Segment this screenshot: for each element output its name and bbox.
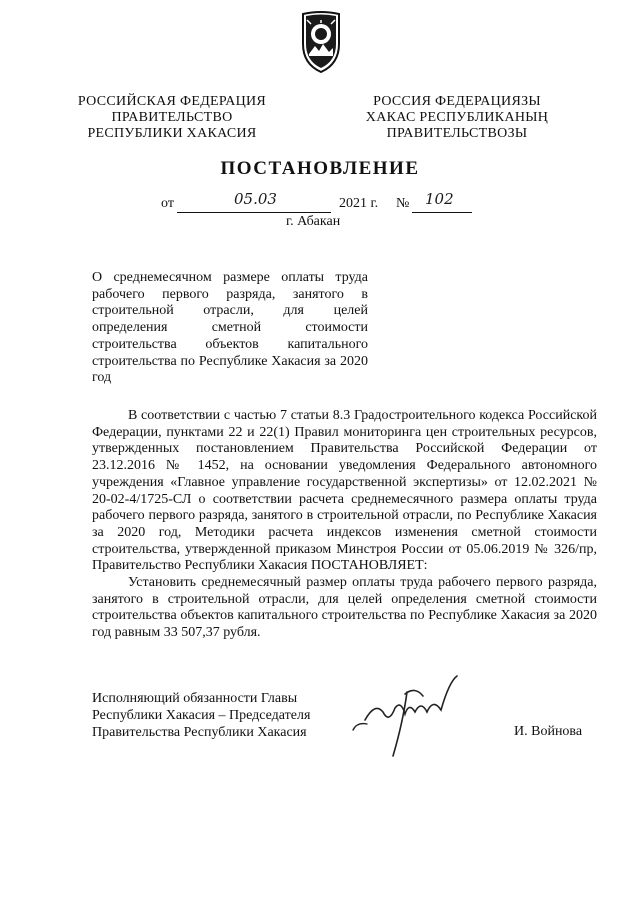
header-left-line-2: ПРАВИТЕЛЬСТВО: [111, 110, 233, 125]
date-from-label: от: [161, 196, 174, 211]
header-right-line-3: ПРАВИТЕЛЬСТВОЗЫ: [386, 126, 528, 141]
signatory-position: [92, 690, 352, 741]
place-label: г. Абакан: [286, 214, 341, 229]
signatory-name: И. Войнова: [514, 724, 583, 739]
handwritten-signature: [345, 672, 475, 760]
header-right-line-1: РОССИЯ ФЕДЕРАЦИЯЗЫ: [373, 94, 541, 109]
document-body: [92, 408, 597, 642]
signatory-position-line-3: Правительства Республики Хакасия: [92, 725, 307, 740]
year-label: 2021 г.: [339, 196, 379, 211]
number-handwritten: 102: [425, 190, 454, 208]
header-right-line-2: ХАКАС РЕСПУБЛИКАНЫҢ: [365, 110, 549, 125]
header-left-line-3: РЕСПУБЛИКИ ХАКАСИЯ: [87, 126, 257, 141]
header-right: [352, 94, 562, 142]
date-handwritten: 05.03: [234, 190, 277, 208]
signatory-position-line-2: Республики Хакасия – Председателя: [92, 708, 311, 723]
number-label: №: [396, 196, 410, 211]
signatory-position-line-1: Исполняющий обязанности Главы: [92, 691, 298, 706]
coat-of-arms-emblem: [297, 8, 345, 76]
number-field: [412, 190, 472, 213]
body-paragraph-resolution: Установить среднемесячный размер оплаты труда рабочего первого разряда, занятого в строительной отрасли, для целей определения сметной стоимости строительства объектов капитального строительства по Республике Хакасия за 2020 год равным 33 507,37 рубля.: [92, 575, 597, 641]
date-field: [177, 190, 331, 213]
header-left-line-1: РОССИЙСКАЯ ФЕДЕРАЦИЯ: [77, 94, 267, 109]
document-subject: О среднемесячном размере оплаты труда рабочего первого разряда, занятого в строительной отрасли, для целей определения сметной стоимости строительства объектов капитального строительства по Республике Хакасия за 2020 год: [92, 270, 368, 386]
body-paragraph-preamble: В соответствии с частью 7 статьи 8.3 Градостроительного кодекса Российской Федерации, пунктами 22 и 22(1) Правил мониторинга цен строительных ресурсов, утвержденных постановлением Правительства Российской Федерации от 23.12.2016 № 1452, на основании уведомления Федерального автономного учреждения «Главное управление государственной экспертизы» от 12.02.2021 № 20-02-4/1725-СЛ о соответствии расчета среднемесячного размера оплаты труда рабочего первого разряда, занятого в строительной отрасли, по Республике Хакасия за 2020 год, Методики расчета индексов изменения сметной стоимости строительства, утвержденной приказом Минстроя России от 05.06.2019 № 326/пр, Правительство Республики Хакасия ПОСТАНОВЛЯЕТ:: [92, 408, 597, 574]
document-title: ПОСТАНОВЛЕНИЕ: [220, 158, 420, 179]
header-left: [62, 94, 282, 142]
